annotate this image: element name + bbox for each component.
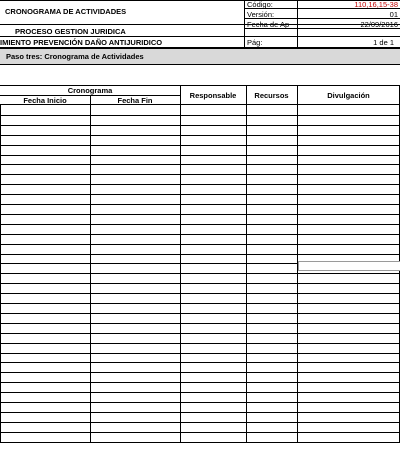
table-row xyxy=(0,402,400,412)
table-row xyxy=(0,105,400,115)
section-title: Paso tres: Cronograma de Actividades xyxy=(6,52,144,61)
table-row xyxy=(0,353,400,362)
table-row xyxy=(0,392,400,402)
header-divulgacion: Divulgación xyxy=(327,91,370,100)
header-fecha-inicio: Fecha Inicio xyxy=(23,96,67,105)
version-label: Versión: xyxy=(247,10,275,19)
table-row xyxy=(0,382,400,392)
page-label: Pág: xyxy=(247,38,263,47)
table-cell[interactable] xyxy=(0,432,91,443)
table-row xyxy=(0,184,400,194)
table-row xyxy=(0,145,400,155)
header-responsable: Responsable xyxy=(189,91,237,100)
table-row xyxy=(0,303,400,313)
table-row xyxy=(0,412,400,422)
process-name: PROCESO GESTION JURIDICA xyxy=(15,27,126,36)
table-row xyxy=(0,362,400,372)
table-row xyxy=(0,115,400,125)
approval-date-label: Fecha de Ap xyxy=(247,20,290,29)
table-row xyxy=(0,204,400,214)
table-row xyxy=(0,323,400,333)
table-row xyxy=(0,174,400,184)
version-value: 01 xyxy=(389,10,398,19)
table-row xyxy=(0,293,400,303)
table-row xyxy=(0,244,400,254)
table-row xyxy=(0,372,400,382)
section-bar xyxy=(0,48,400,65)
table-cell[interactable] xyxy=(180,432,247,443)
table-cell[interactable] xyxy=(297,432,400,443)
code-label: Código: xyxy=(247,0,273,9)
table-cell[interactable] xyxy=(246,432,298,443)
document-title: CRONOGRAMA DE ACTIVIDADES xyxy=(5,7,127,16)
selected-cell[interactable] xyxy=(298,261,400,271)
table-header xyxy=(0,65,400,105)
table-row xyxy=(0,155,400,164)
table-row xyxy=(0,283,400,293)
table-cell[interactable] xyxy=(90,432,181,443)
table-row xyxy=(0,422,400,432)
page-value: 1 de 1 xyxy=(373,38,394,47)
document-header xyxy=(0,0,400,48)
table-row xyxy=(0,273,400,283)
header-fecha-fin: Fecha Fin xyxy=(117,96,153,105)
table-row xyxy=(0,164,400,174)
table-row xyxy=(0,125,400,135)
header-cronograma: Cronograma xyxy=(67,86,113,95)
table-row xyxy=(0,343,400,353)
table-row xyxy=(0,194,400,204)
table-row xyxy=(0,135,400,145)
table-row xyxy=(0,224,400,234)
table-row xyxy=(0,432,400,442)
table-row xyxy=(0,214,400,224)
table-row xyxy=(0,313,400,323)
approval-date-value: 22/09/2016 xyxy=(360,20,398,29)
table-row xyxy=(0,333,400,343)
table-row xyxy=(0,234,400,244)
procedure-name: IMIENTO PREVENCIÓN DAÑO ANTIJURIDICO xyxy=(0,38,163,47)
code-value: 110,16,15-38 xyxy=(354,0,398,9)
header-recursos: Recursos xyxy=(254,91,289,100)
